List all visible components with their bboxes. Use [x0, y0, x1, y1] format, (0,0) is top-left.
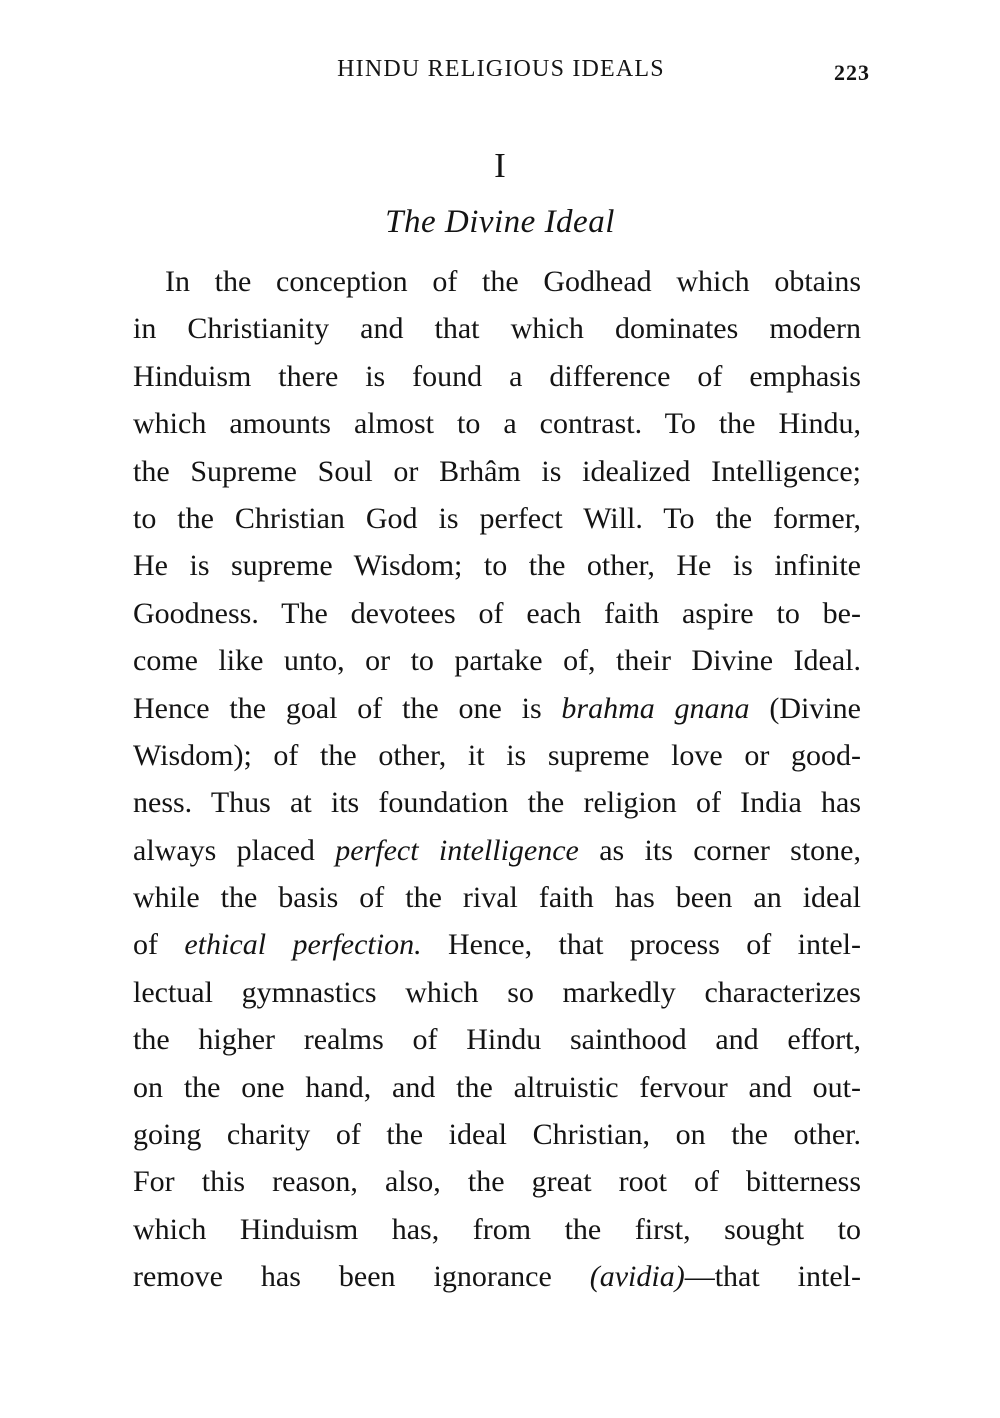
- text-run: going charity of the ideal Christian, on the other.: [133, 1118, 861, 1152]
- text-run: which Hinduism has, from the first, sought to: [133, 1212, 861, 1246]
- text-run: Hence the goal of the one is: [133, 691, 562, 725]
- text-run: which amounts almost to a contrast. To the Hindu,: [133, 407, 861, 441]
- text-run: the Supreme Soul or Brhâm is idealized Intelligence;: [133, 454, 861, 488]
- italic-term: ethical perfection.: [184, 928, 422, 962]
- text-line: [133, 353, 861, 400]
- text-line: [133, 1206, 861, 1253]
- section-numeral: I: [494, 146, 506, 185]
- text-line: [133, 779, 861, 826]
- text-run: Wisdom); of the other, it is supreme love or good-: [133, 738, 861, 772]
- section-title: The Divine Ideal: [385, 204, 615, 240]
- text-line: [133, 258, 861, 305]
- text-run: lectual gymnastics which so markedly characterizes: [133, 975, 861, 1009]
- text-line: [133, 921, 861, 968]
- text-line: [133, 542, 861, 589]
- text-run: while the basis of the rival faith has been an ideal: [133, 881, 861, 915]
- text-line: [133, 685, 861, 732]
- text-run: He is supreme Wisdom; to the other, He is infinite: [133, 549, 861, 583]
- text-line: [133, 874, 861, 921]
- text-run: ness. Thus at its foundation the religion of India has: [133, 786, 861, 820]
- text-run: Hence, that process of intel-: [421, 928, 861, 962]
- text-line: [133, 1064, 861, 1111]
- text-run: always placed: [133, 833, 336, 867]
- text-run: as its corner stone,: [578, 833, 861, 867]
- text-line: [133, 448, 861, 495]
- page-number: 223: [834, 60, 870, 85]
- text-run: come like unto, or to partake of, their Divine Ideal.: [133, 644, 861, 678]
- text-line: [133, 732, 861, 779]
- text-run: on the one hand, and the altruistic fervour and out-: [133, 1070, 861, 1104]
- text-line: [133, 969, 861, 1016]
- text-line: [133, 637, 861, 684]
- running-header: [0, 56, 1000, 88]
- text-run: Hinduism there is found a difference of emphasis: [133, 359, 861, 393]
- text-run: —that intel-: [684, 1260, 861, 1294]
- running-title: HINDU RELIGIOUS IDEALS: [337, 56, 665, 82]
- italic-term: brahma gnana: [561, 691, 750, 725]
- text-run: In the conception of the Godhead which obtains: [165, 265, 861, 298]
- text-line: [133, 1016, 861, 1063]
- text-line: [133, 305, 861, 352]
- italic-term: perfect intelligence: [335, 833, 579, 867]
- text-run: in Christianity and that which dominates modern: [133, 312, 861, 346]
- text-line: [133, 590, 861, 637]
- text-line: [133, 1111, 861, 1158]
- body-paragraph: [133, 258, 861, 1301]
- text-run: remove has been ignorance: [133, 1260, 590, 1294]
- text-line: [133, 1253, 861, 1300]
- text-run: For this reason, also, the great root of bitterness: [133, 1165, 861, 1199]
- italic-term: (avidia): [589, 1260, 685, 1294]
- text-run: the higher realms of Hindu sainthood and effort,: [133, 1023, 861, 1057]
- text-run: to the Christian God is perfect Will. To the former,: [133, 501, 861, 535]
- text-line: [133, 1158, 861, 1205]
- text-run: of: [133, 928, 185, 962]
- text-run: (Divine: [749, 691, 861, 725]
- text-line: [133, 827, 861, 874]
- text-line: [133, 400, 861, 447]
- text-line: [133, 495, 861, 542]
- text-run: Goodness. The devotees of each faith aspire to be-: [133, 596, 861, 630]
